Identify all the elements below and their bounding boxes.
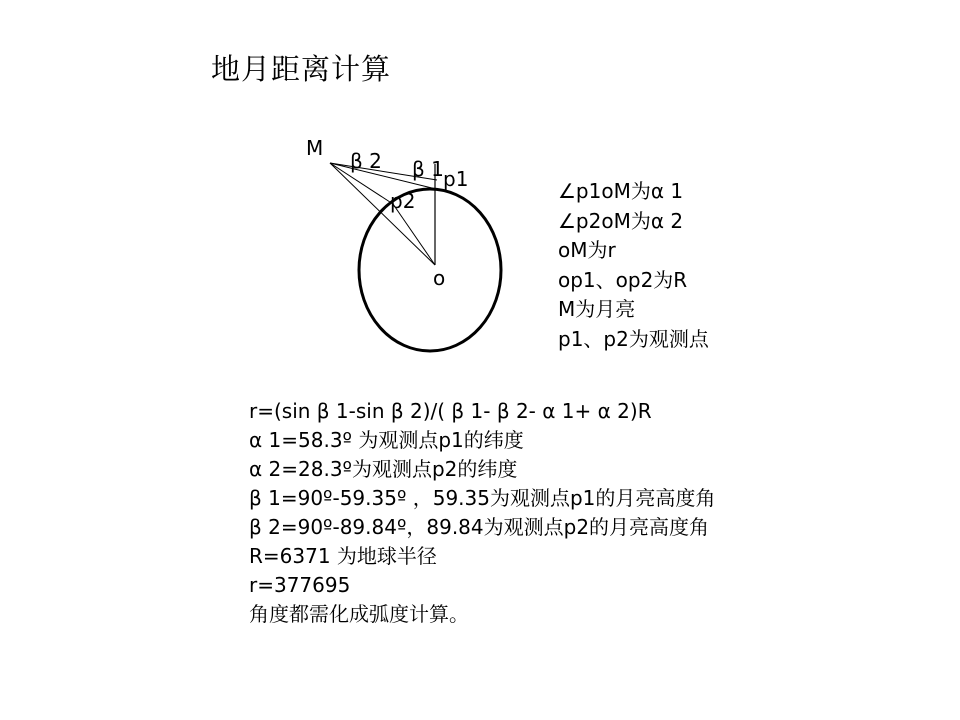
formula-line: α 1=58.3º 为观测点p1的纬度 bbox=[249, 428, 524, 452]
p1-label: p1 bbox=[443, 167, 469, 191]
definition-line: op1、op2为R bbox=[558, 267, 688, 292]
page-title: 地月距离计算 bbox=[211, 52, 392, 86]
beta2-label: β 2 bbox=[350, 149, 382, 173]
earth-circle bbox=[359, 189, 501, 351]
definition-line: M为月亮 bbox=[558, 297, 636, 321]
definitions-list bbox=[558, 177, 709, 354]
op2-radius-line bbox=[393, 204, 435, 265]
formula-line: r=377695 bbox=[249, 573, 351, 597]
formula-line: β 2=90º-89.84º，89.84为观测点p2的月亮高度角 bbox=[249, 515, 710, 539]
p2-label: p2 bbox=[390, 189, 416, 213]
formula-block bbox=[249, 397, 715, 629]
formula-line: β 1=90º-59.35º ，59.35为观测点p1的月亮高度角 bbox=[249, 486, 716, 510]
formula-line: 角度都需化成弧度计算。 bbox=[249, 602, 469, 626]
moon-label: M bbox=[306, 136, 324, 160]
beta1-label: β 1 bbox=[412, 157, 444, 181]
center-o-label: o bbox=[433, 266, 446, 290]
formula-line: R=6371 为地球半径 bbox=[249, 544, 437, 568]
definition-line: ∠p1oM为α 1 bbox=[558, 179, 684, 203]
definition-line: ∠p2oM为α 2 bbox=[558, 208, 684, 233]
formula-line: α 2=28.3º为观测点p2的纬度 bbox=[249, 457, 518, 481]
definition-line: p1、p2为观测点 bbox=[558, 326, 709, 351]
formula-line: r=(sin β 1-sin β 2)/( β 1- β 2- α 1+ α 2)R bbox=[249, 399, 652, 423]
definition-line: oM为r bbox=[558, 238, 616, 262]
